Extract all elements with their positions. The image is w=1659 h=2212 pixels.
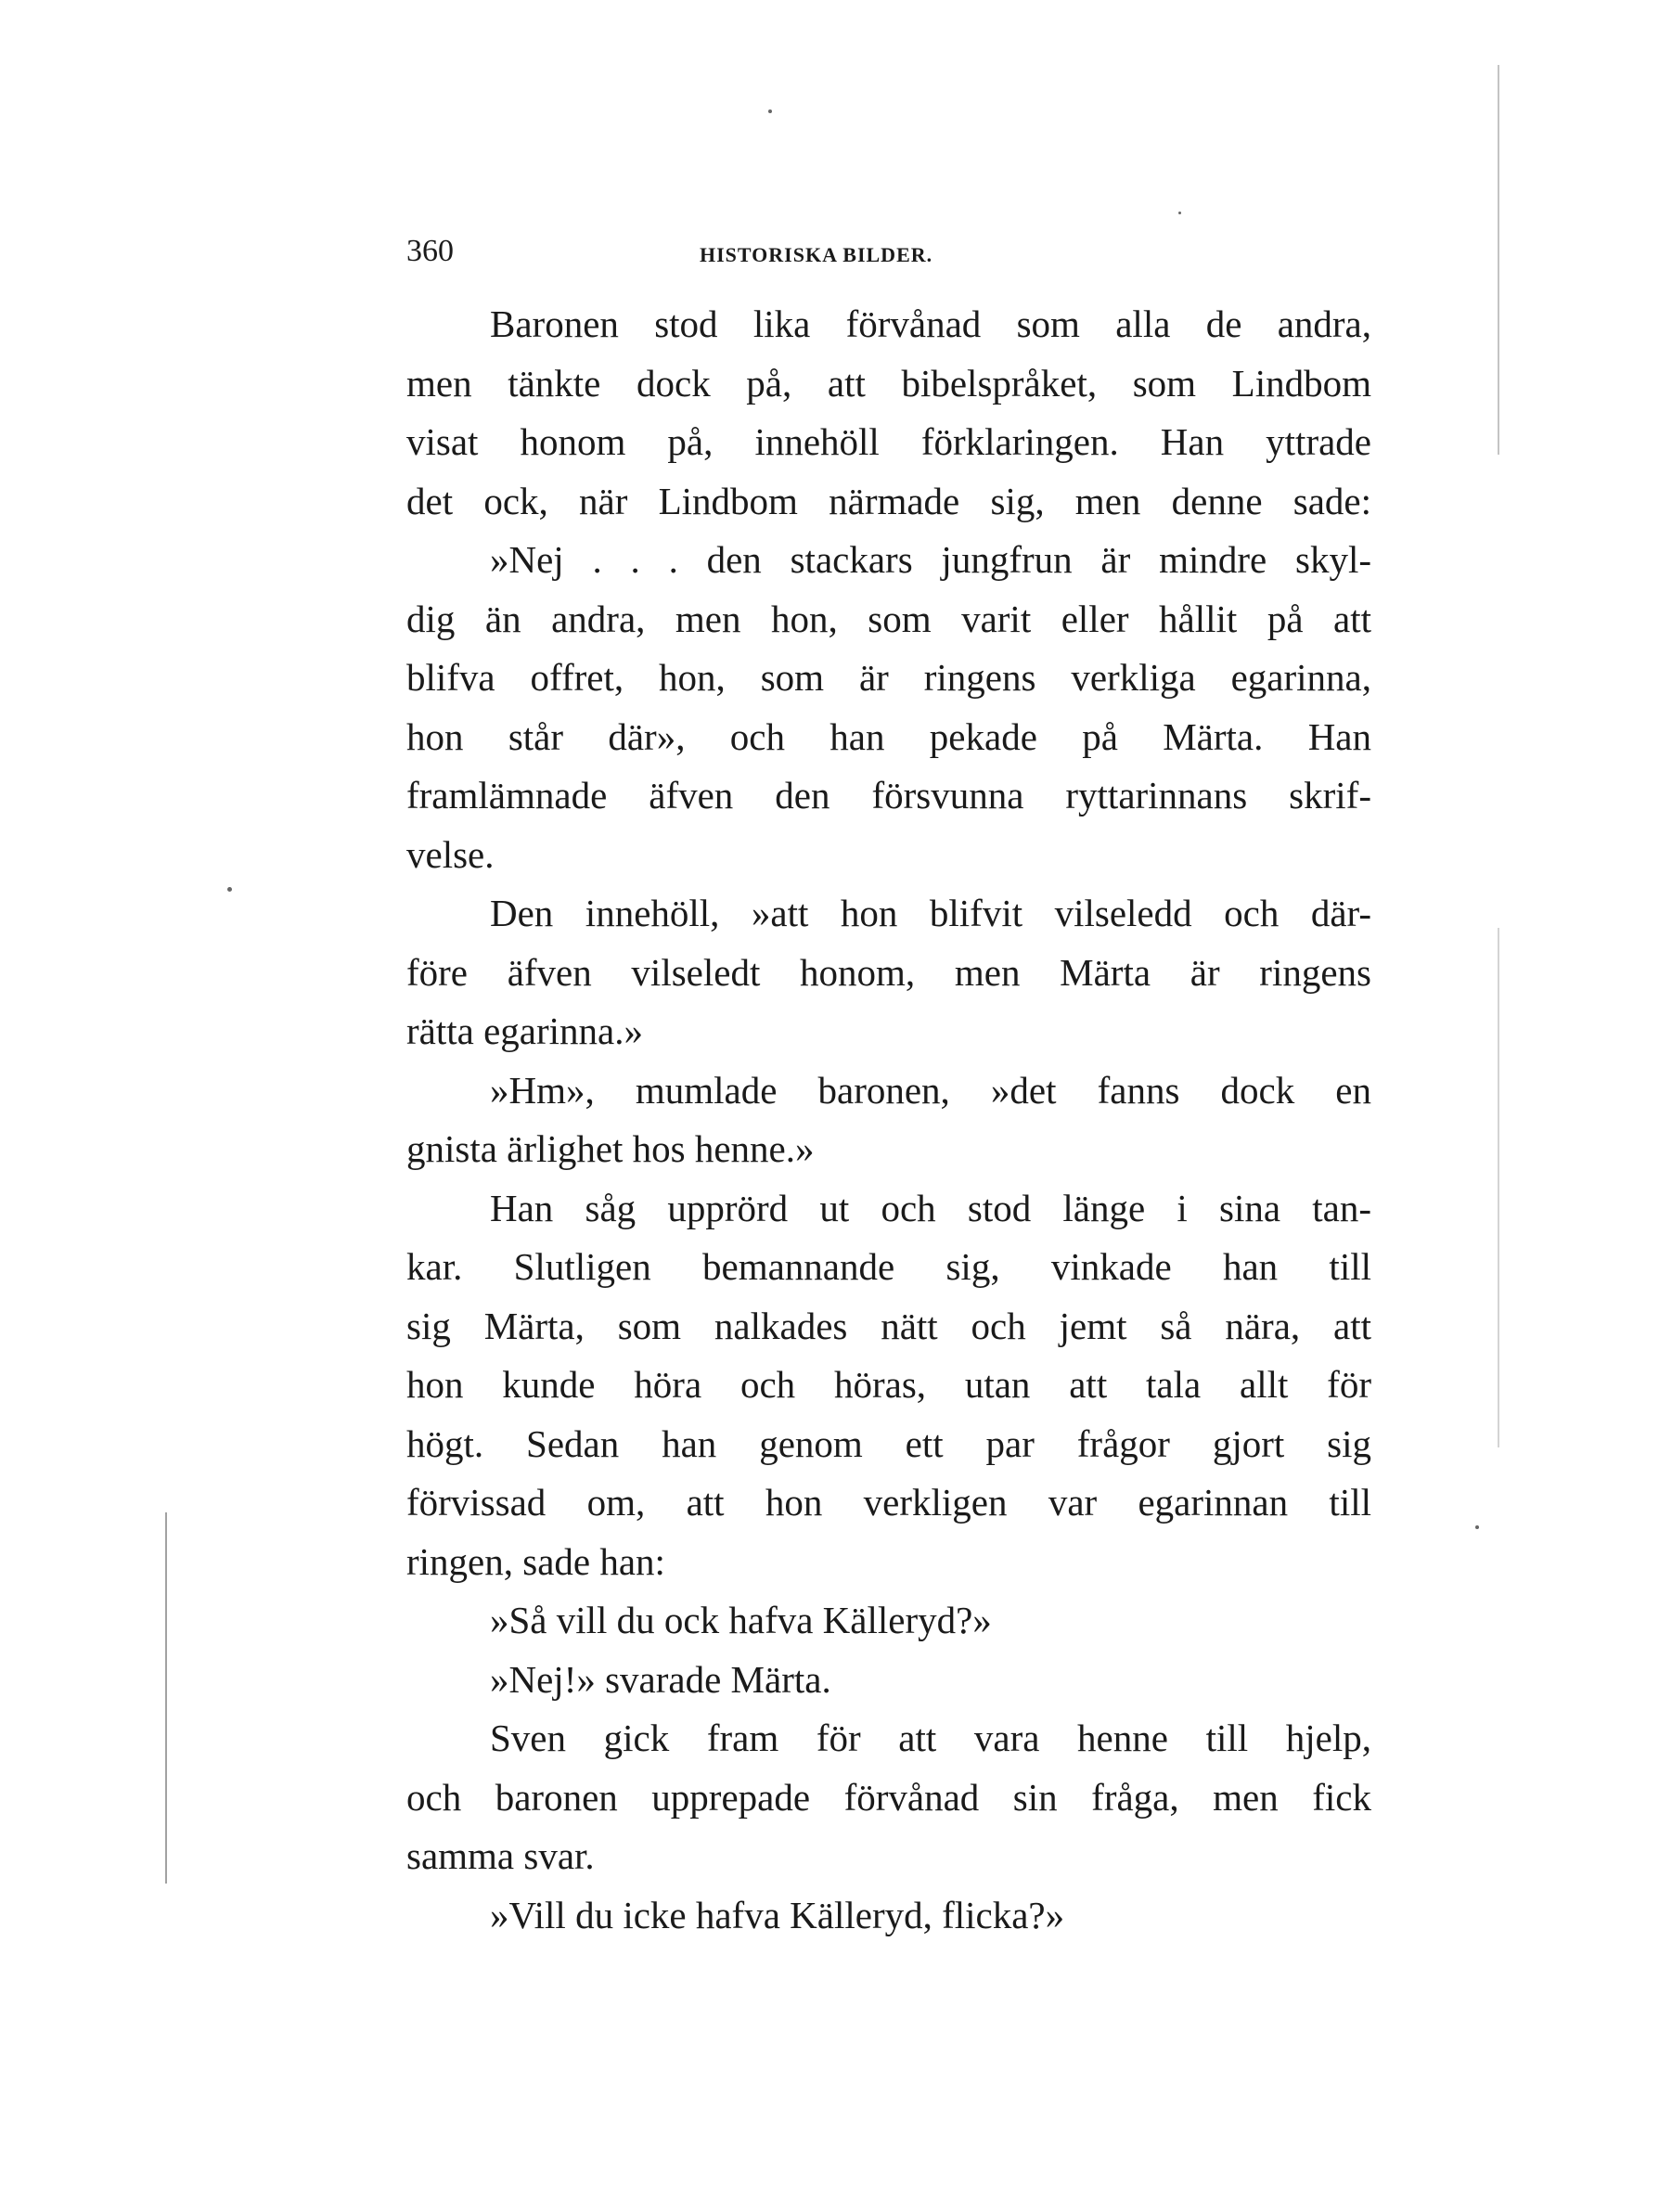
scan-edge-line-right xyxy=(1498,65,1499,455)
text-line: »Nej . . . den stackars jungfrun är mindre skyl- xyxy=(490,538,1371,581)
text-line: kar. Slutligen bemannande sig, vinkade han till xyxy=(406,1245,1371,1288)
text-line: hon kunde höra och höras, utan att tala allt för xyxy=(406,1363,1371,1406)
scan-speck xyxy=(1475,1525,1479,1529)
scan-edge-line-right-lower xyxy=(1498,928,1499,1447)
scan-edge-line-left xyxy=(165,1512,167,1884)
scan-speck xyxy=(768,109,772,113)
text-line: sig Märta, som nalkades nätt och jemt så nära, att xyxy=(406,1304,1371,1347)
running-head: HISTORISKA BILDER. xyxy=(700,243,933,266)
text-line: det ock, när Lindbom närmade sig, men denne sade: xyxy=(406,479,1371,522)
text-line: Den innehöll, »att hon blifvit vilseledd och där- xyxy=(490,892,1371,934)
text-line: rätta egarinna.» xyxy=(406,1010,643,1052)
text-line: före äfven vilseledt honom, men Märta är ringens xyxy=(406,950,1371,994)
page-number: 360 xyxy=(406,234,454,268)
text-line: »Vill du icke hafva Källeryd, flicka?» xyxy=(490,1893,1065,1936)
scan-speck xyxy=(227,887,232,892)
text-line: samma svar. xyxy=(406,1834,595,1877)
body-text xyxy=(406,295,1371,1945)
scan-speck xyxy=(1178,212,1181,214)
text-line: Baronen stod lika förvånad som alla de andra, xyxy=(490,302,1371,345)
text-line: »Nej!» svarade Märta. xyxy=(490,1657,831,1701)
text-line: Han såg upprörd ut och stod länge i sina tan- xyxy=(490,1186,1371,1229)
text-line: gnista ärlighet hos henne.» xyxy=(406,1127,815,1170)
text-line: blifva offret, hon, som är ringens verkliga egarinna, xyxy=(406,656,1371,699)
text-line: ringen, sade han: xyxy=(406,1539,665,1583)
text-line: »Så vill du ock hafva Källeryd?» xyxy=(490,1599,992,1641)
text-line: men tänkte dock på, att bibelspråket, som Lindbom xyxy=(406,361,1371,405)
text-line: hon står där», och han pekade på Märta. Han xyxy=(406,714,1371,758)
text-line: visat honom på, innehöll förklaringen. Han yttrade xyxy=(406,420,1371,463)
text-line: och baronen upprepade förvånad sin fråga, men fick xyxy=(406,1775,1371,1819)
page-header xyxy=(406,234,1371,271)
text-line: »Hm», mumlade baronen, »det fanns dock en xyxy=(490,1068,1371,1112)
text-line: framlämnade äfven den försvunna ryttarinnans skrif- xyxy=(406,774,1371,817)
text-line: dig än andra, men hon, som varit eller hållit på att xyxy=(406,597,1371,640)
text-line: högt. Sedan han genom ett par frågor gjort sig xyxy=(406,1421,1371,1465)
text-line: Sven gick fram för att vara henne till hjelp, xyxy=(490,1717,1371,1759)
text-line: förvissad om, att hon verkligen var egarinnan till xyxy=(406,1481,1371,1524)
text-line: velse. xyxy=(406,832,495,876)
